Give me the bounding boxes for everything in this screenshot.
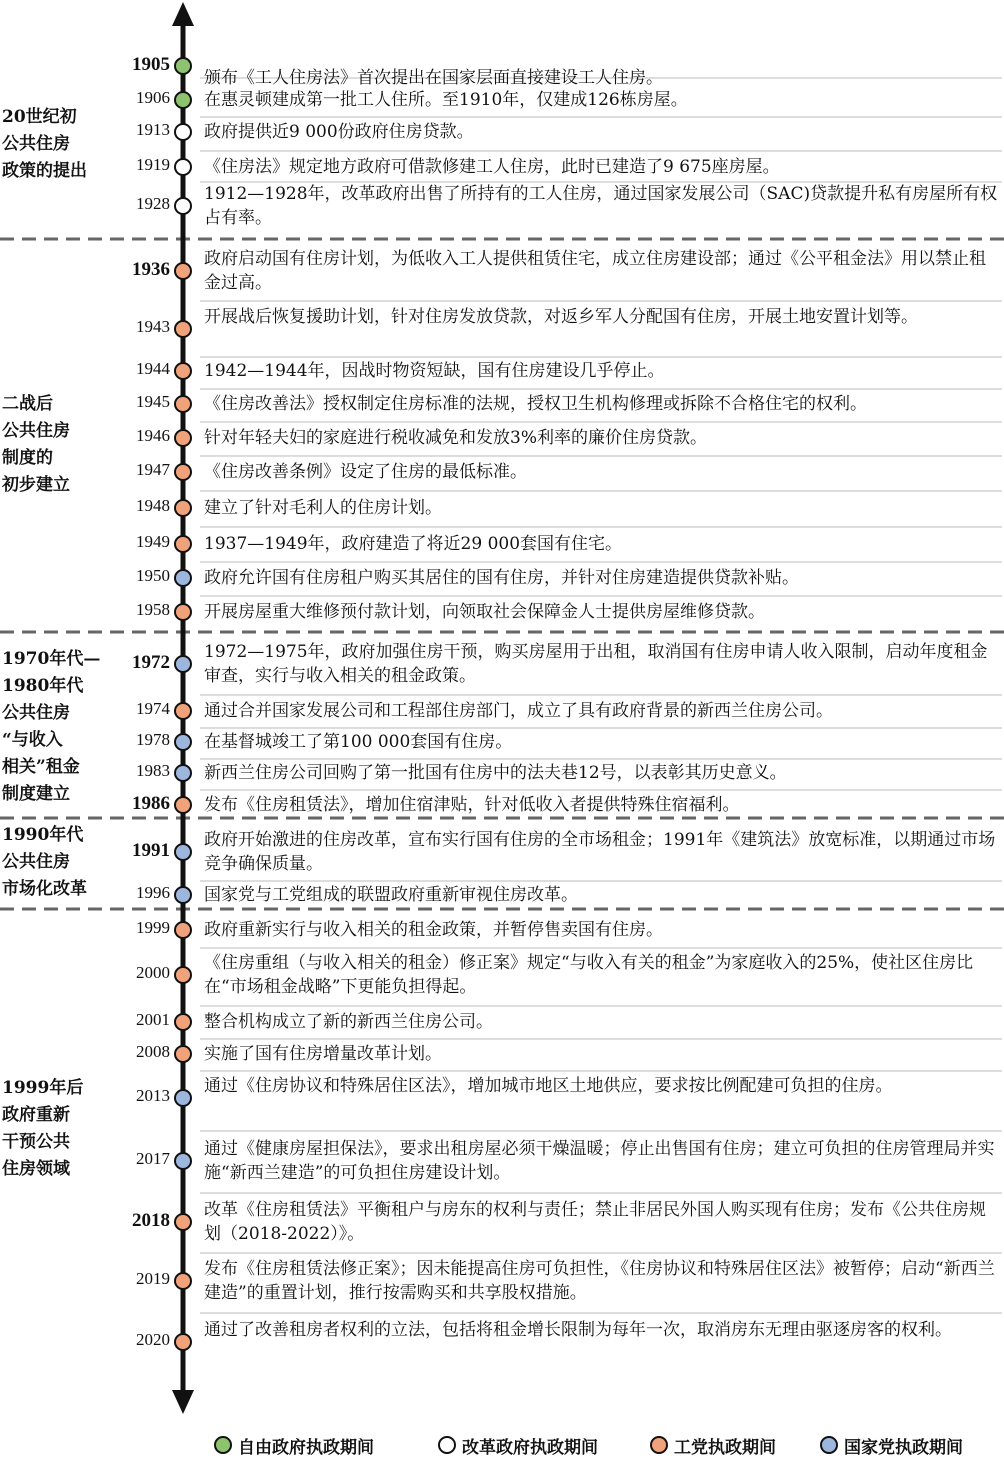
event-year: 1919 bbox=[136, 155, 170, 174]
event-description: 《住房法》规定地方政府可借款修建工人住房，此时已建造了9 675座房屋。 bbox=[204, 157, 780, 177]
event-description: 实施了国有住房增量改革计划。 bbox=[204, 1044, 442, 1064]
event-description: 在惠灵顿建成第一批工人住所。至1910年，仅建成126栋房屋。 bbox=[204, 90, 688, 110]
event-description: 通过了改善租房者权利的立法，包括将租金增长限制为每年一次，取消房东无理由驱逐房客的权利。 bbox=[204, 1320, 952, 1340]
period-label: 1999年后 政府重新 干预公共 住房领域 bbox=[2, 1078, 84, 1179]
reform-party-dot-icon bbox=[174, 197, 192, 215]
legend-label: 自由政府执政期间 bbox=[238, 1437, 374, 1458]
event-year: 1996 bbox=[136, 883, 170, 902]
event-year: 2001 bbox=[136, 1010, 170, 1029]
event-year: 1948 bbox=[136, 496, 170, 515]
event-description: 建立了针对毛利人的住房计划。 bbox=[204, 498, 442, 518]
labour-party-dot-icon bbox=[174, 702, 192, 720]
labour-party-dot-icon bbox=[174, 1213, 192, 1231]
labour-party-dot-icon bbox=[174, 463, 192, 481]
event-year: 2017 bbox=[136, 1149, 170, 1168]
labour-party-dot-icon bbox=[174, 1333, 192, 1351]
liberal-dot-icon bbox=[214, 1436, 232, 1454]
event-year: 2020 bbox=[136, 1330, 170, 1349]
labour-party-dot-icon bbox=[174, 429, 192, 447]
event-year: 1999 bbox=[136, 918, 170, 937]
event-year: 1928 bbox=[136, 194, 170, 213]
period-label: 二战后 公共住房 制度的 初步建立 bbox=[2, 394, 70, 495]
event-description: 针对年轻夫妇的家庭进行税收减免和发放3%利率的廉价住房贷款。 bbox=[204, 428, 707, 448]
national-party-dot-icon bbox=[174, 569, 192, 587]
event-year: 1905 bbox=[132, 54, 170, 75]
labour-party-dot-icon bbox=[174, 395, 192, 413]
national-party-dot-icon bbox=[174, 1089, 192, 1107]
labour-party-dot-icon bbox=[174, 603, 192, 621]
national-party-dot-icon bbox=[174, 843, 192, 861]
legend-label: 工党执政期间 bbox=[674, 1437, 776, 1458]
event-description: 《住房改善条例》设定了住房的最低标准。 bbox=[204, 462, 527, 482]
event-year: 1943 bbox=[136, 317, 170, 336]
labour-party-dot-icon bbox=[174, 1045, 192, 1063]
event-year: 1972 bbox=[132, 652, 170, 673]
event-description: 新西兰住房公司回购了第一批国有住房中的法夫巷12号，以表彰其历史意义。 bbox=[204, 763, 787, 783]
event-year: 1974 bbox=[136, 699, 170, 718]
legend-label: 改革政府执政期间 bbox=[462, 1437, 598, 1458]
event-description: 1912—1928年，改革政府出售了所持有的工人住房，通过国家发展公司（SAC)贷款提升私有房屋所有权占有率。 bbox=[204, 184, 998, 228]
labour-party-dot-icon bbox=[174, 499, 192, 517]
legend-item-reform bbox=[438, 1432, 598, 1458]
legend-item-labour bbox=[650, 1432, 776, 1458]
liberal-party-dot-icon bbox=[174, 91, 192, 109]
event-description: 通过合并国家发展公司和工程部住房部门，成立了具有政府背景的新西兰住房公司。 bbox=[204, 701, 833, 721]
event-year: 1947 bbox=[136, 460, 170, 479]
event-year: 1983 bbox=[136, 761, 170, 780]
event-description: 政府启动国有住房计划，为低收入工人提供租赁住宅，成立住房建设部；通过《公平租金法》用以禁止租金过高。 bbox=[204, 249, 986, 293]
national-party-dot-icon bbox=[174, 733, 192, 751]
event-year: 1950 bbox=[136, 566, 170, 585]
event-year: 1946 bbox=[136, 426, 170, 445]
event-description: 发布《住房租赁法》，增加住宿津贴，针对低收入者提供特殊住宿福利。 bbox=[204, 795, 740, 815]
event-year: 1945 bbox=[136, 392, 170, 411]
event-description: 《住房重组（与收入相关的租金）修正案》规定“与收入有关的租金”为家庭收入的25%，使社区住房比在“市场租金战略”下更能负担得起。 bbox=[204, 953, 974, 997]
event-year: 2018 bbox=[132, 1210, 170, 1231]
labour-party-dot-icon bbox=[174, 535, 192, 553]
event-description: 开展战后恢复援助计划，针对住房发放贷款，对返乡军人分配国有住房，开展土地安置计划等。 bbox=[204, 307, 918, 327]
event-description: 改革《住房租赁法》平衡租户与房东的权利与责任；禁止非居民外国人购买现有住房；发布《公共住房规划（2018-2022）》。 bbox=[204, 1200, 986, 1244]
event-year: 2019 bbox=[136, 1269, 170, 1288]
reform-party-dot-icon bbox=[174, 158, 192, 176]
event-description: 通过《健康房屋担保法》，要求出租房屋必须干燥温暖；停止出售国有住房；建立可负担的住房管理局并实施“新西兰建造”的可负担住房建设计划。 bbox=[204, 1139, 995, 1183]
labour-dot-icon bbox=[650, 1436, 668, 1454]
event-description: 1972—1975年，政府加强住房干预，购买房屋用于出租，取消国有住房申请人收入限制，启动年度租金审查，实行与收入相关的租金政策。 bbox=[204, 642, 988, 686]
labour-party-dot-icon bbox=[174, 262, 192, 280]
liberal-party-dot-icon bbox=[174, 57, 192, 75]
labour-party-dot-icon bbox=[174, 1013, 192, 1031]
period-label: 1990年代 公共住房 市场化改革 bbox=[2, 825, 87, 899]
event-year: 1936 bbox=[132, 259, 170, 280]
axis-arrow-up-icon bbox=[172, 2, 194, 26]
axis-arrow-down-icon bbox=[172, 1390, 194, 1414]
event-year: 1958 bbox=[136, 600, 170, 619]
event-year: 1991 bbox=[132, 840, 170, 861]
labour-party-dot-icon bbox=[174, 921, 192, 939]
national-party-dot-icon bbox=[174, 886, 192, 904]
event-year: 1944 bbox=[136, 359, 170, 378]
event-description: 整合机构成立了新的新西兰住房公司。 bbox=[204, 1012, 493, 1032]
event-year: 1986 bbox=[132, 793, 170, 814]
event-description: 政府提供近9 000份政府住房贷款。 bbox=[204, 122, 474, 142]
event-description: 颁布《工人住房法》首次提出在国家层面直接建设工人住房。 bbox=[204, 68, 663, 88]
event-year: 2013 bbox=[136, 1086, 170, 1105]
labour-party-dot-icon bbox=[174, 796, 192, 814]
event-description: 《住房改善法》授权制定住房标准的法规，授权卫生机构修理或拆除不合格住宅的权利。 bbox=[204, 394, 867, 414]
national-party-dot-icon bbox=[174, 1152, 192, 1170]
event-description: 1937—1949年，政府建造了将近29 000套国有住宅。 bbox=[204, 534, 623, 554]
event-year: 2000 bbox=[136, 963, 170, 982]
national-dot-icon bbox=[820, 1436, 838, 1454]
event-year: 1978 bbox=[136, 730, 170, 749]
reform-dot-icon bbox=[438, 1436, 456, 1454]
event-year: 1913 bbox=[136, 120, 170, 139]
legend-item-liberal bbox=[214, 1432, 374, 1458]
labour-party-dot-icon bbox=[174, 1272, 192, 1290]
event-description: 国家党与工党组成的联盟政府重新审视住房改革。 bbox=[204, 885, 578, 905]
event-description: 通过《住房协议和特殊居住区法》，增加城市地区土地供应，要求按比例配建可负担的住房。 bbox=[204, 1076, 893, 1096]
national-party-dot-icon bbox=[174, 655, 192, 673]
period-label: 20世纪初 公共住房 政策的提出 bbox=[2, 107, 87, 181]
event-description: 发布《住房租赁法修正案》；因未能提高住房可负担性，《住房协议和特殊居住区法》被暂停；启动“新西兰建造”的重置计划，推行按需购买和共享股权措施。 bbox=[204, 1259, 995, 1303]
event-description: 政府重新实行与收入相关的租金政策，并暂停售卖国有住房。 bbox=[204, 920, 663, 940]
labour-party-dot-icon bbox=[174, 966, 192, 984]
event-description: 政府允许国有住房租户购买其居住的国有住房，并针对住房建造提供贷款补贴。 bbox=[204, 568, 799, 588]
event-year: 1949 bbox=[136, 532, 170, 551]
event-year: 1906 bbox=[136, 88, 170, 107]
legend-item-national bbox=[820, 1432, 963, 1458]
labour-party-dot-icon bbox=[174, 362, 192, 380]
national-party-dot-icon bbox=[174, 764, 192, 782]
event-description: 政府开始激进的住房改革，宣布实行国有住房的全市场租金；1991年《建筑法》放宽标准，以期通过市场竞争确保质量。 bbox=[204, 830, 996, 874]
event-year: 2008 bbox=[136, 1042, 170, 1061]
event-description: 1942—1944年，因战时物资短缺，国有住房建设几乎停止。 bbox=[204, 361, 665, 381]
event-description: 开展房屋重大维修预付款计划，向领取社会保障金人士提供房屋维修贷款。 bbox=[204, 602, 765, 622]
labour-party-dot-icon bbox=[174, 320, 192, 338]
legend-label: 国家党执政期间 bbox=[844, 1437, 963, 1458]
reform-party-dot-icon bbox=[174, 123, 192, 141]
event-description: 在基督城竣工了第100 000套国有住房。 bbox=[204, 732, 513, 752]
period-label: 1970年代— 1980年代 公共住房 “与收入 相关”租金 制度建立 bbox=[2, 649, 101, 804]
